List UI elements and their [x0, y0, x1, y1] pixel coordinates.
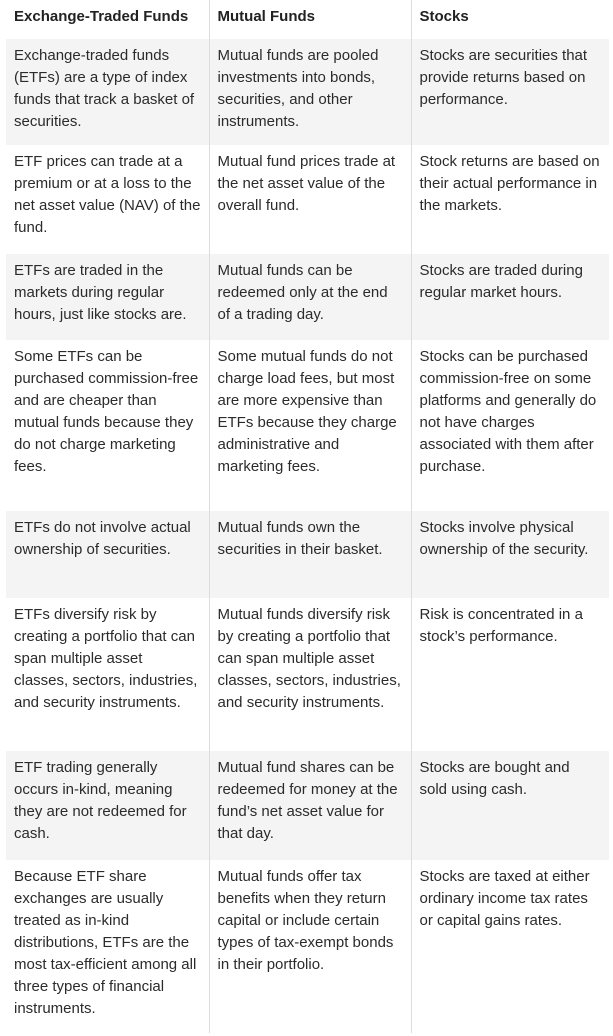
table-cell-etf: Because ETF share exchanges are usually treated as in-kind distributions, ETFs are the most tax-efficient among all three types of financial instruments. [6, 860, 209, 1033]
comparison-table [6, 0, 609, 1033]
table-cell-mutual-funds: Mutual funds can be redeemed only at the end of a trading day. [209, 254, 411, 340]
table-cell-stocks: Stocks are securities that provide returns based on performance. [411, 39, 609, 145]
table-cell-mutual-funds: Mutual funds diversify risk by creating a portfolio that can span multiple asset classes, sectors, industries, and security instruments. [209, 598, 411, 751]
table-row [6, 598, 609, 751]
table-row [6, 39, 609, 145]
table-cell-mutual-funds: Mutual funds are pooled investments into bonds, securities, and other instruments. [209, 39, 411, 145]
table-cell-etf: ETF prices can trade at a premium or at a loss to the net asset value (NAV) of the fund. [6, 145, 209, 254]
table-header [6, 0, 609, 39]
table-cell-mutual-funds: Some mutual funds do not charge load fees, but most are more expensive than ETFs because they charge administrative and marketing fees. [209, 340, 411, 511]
table-cell-etf: ETF trading generally occurs in-kind, meaning they are not redeemed for cash. [6, 751, 209, 860]
table-cell-stocks: Stocks are bought and sold using cash. [411, 751, 609, 860]
table-cell-stocks: Stock returns are based on their actual performance in the markets. [411, 145, 609, 254]
table-cell-etf: ETFs diversify risk by creating a portfolio that can span multiple asset classes, sectors, industries, and security instruments. [6, 598, 209, 751]
table-cell-stocks: Stocks are traded during regular market hours. [411, 254, 609, 340]
table-cell-stocks: Stocks are taxed at either ordinary income tax rates or capital gains rates. [411, 860, 609, 1033]
table-cell-stocks: Stocks involve physical ownership of the security. [411, 511, 609, 598]
table-cell-stocks: Risk is concentrated in a stock’s performance. [411, 598, 609, 751]
table-cell-etf: ETFs are traded in the markets during regular hours, just like stocks are. [6, 254, 209, 340]
table-cell-mutual-funds: Mutual fund prices trade at the net asset value of the overall fund. [209, 145, 411, 254]
table-body [6, 39, 609, 1033]
table-cell-etf: Exchange-traded funds (ETFs) are a type of index funds that track a basket of securities. [6, 39, 209, 145]
table-row [6, 751, 609, 860]
table-cell-etf: Some ETFs can be purchased commission-free and are cheaper than mutual funds because they do not charge marketing fees. [6, 340, 209, 511]
table-row [6, 511, 609, 598]
header-etf: Exchange-Traded Funds [14, 8, 189, 25]
header-stocks: Stocks [411, 0, 609, 39]
table-row [6, 860, 609, 1033]
table-row [6, 254, 609, 340]
table-cell-etf: ETFs do not involve actual ownership of securities. [6, 511, 209, 598]
comparison-table-container [6, 0, 609, 1033]
table-row [6, 340, 609, 511]
table-cell-mutual-funds: Mutual funds own the securities in their basket. [209, 511, 411, 598]
table-cell-mutual-funds: Mutual fund shares can be redeemed for money at the fund’s net asset value for that day. [209, 751, 411, 860]
table-cell-mutual-funds: Mutual funds offer tax benefits when they return capital or include certain types of tax-exempt bonds in their portfolio. [209, 860, 411, 1033]
header-mutual-funds: Mutual Funds [209, 0, 411, 39]
table-cell-stocks: Stocks can be purchased commission-free on some platforms and generally do not have charges associated with them after purchase. [411, 340, 609, 511]
table-row [6, 145, 609, 254]
header-row [6, 0, 609, 39]
